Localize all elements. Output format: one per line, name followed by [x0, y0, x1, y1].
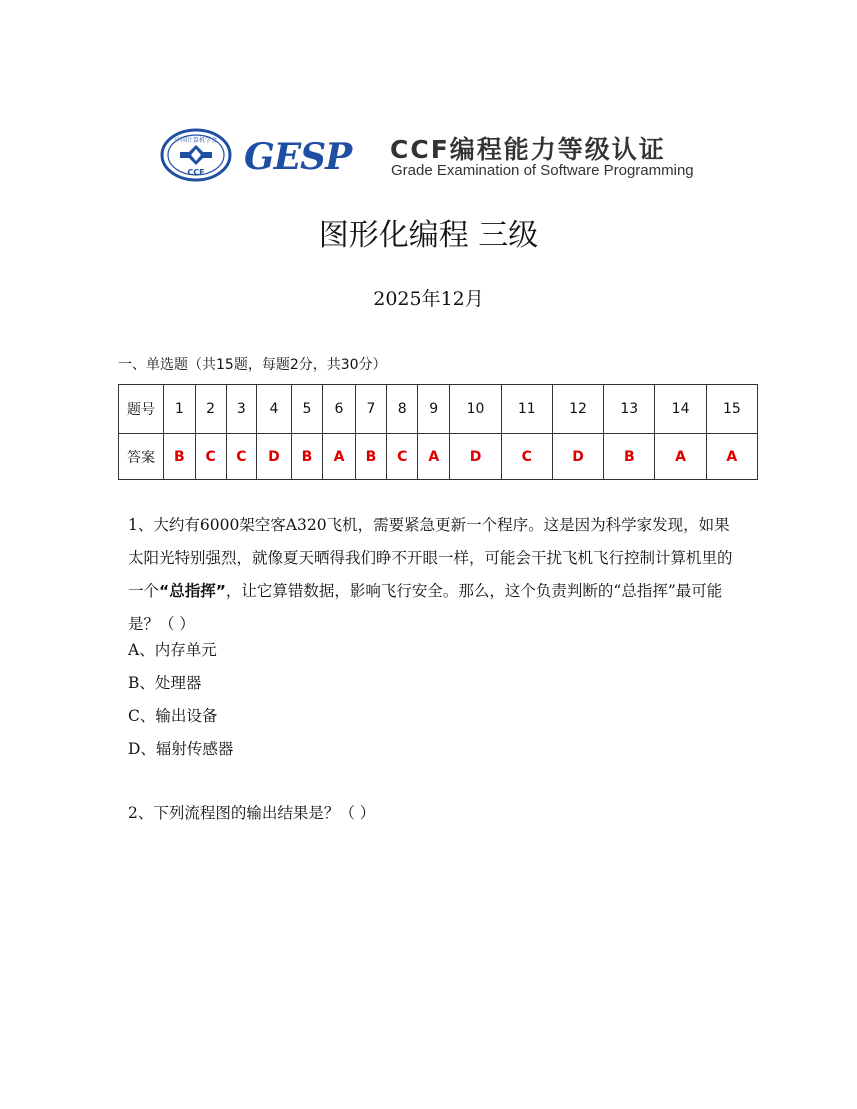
- answer-cell: C: [195, 434, 226, 480]
- answer-cell: B: [355, 434, 387, 480]
- question-number: 1: [164, 385, 196, 434]
- question-1-text-after: ，让它算错数据，影响飞行安全。那么，这个负责判断的“总指挥”最可能是？（ ）: [128, 582, 723, 633]
- question-1-stem: [128, 509, 738, 641]
- ccf-seal-logo: [160, 128, 232, 182]
- answer-cell: A: [418, 434, 450, 480]
- question-number: 6: [323, 385, 355, 434]
- answer-cell: B: [291, 434, 323, 480]
- question-number: 9: [418, 385, 450, 434]
- section-heading: 一、单选题（共15题，每题2分，共30分）: [118, 357, 387, 373]
- question-number: 14: [655, 385, 706, 434]
- question-number: 12: [552, 385, 603, 434]
- answer-cell: B: [604, 434, 655, 480]
- question-1-option-d: D、辐射传感器: [128, 740, 234, 758]
- answer-table: [118, 384, 758, 480]
- question-number: 3: [226, 385, 257, 434]
- certification-title: CCF编程能力等级认证: [390, 135, 666, 164]
- question-number-row: [119, 385, 758, 434]
- document-title: 图形化编程 三级: [318, 218, 539, 253]
- document-date: 2025年12月: [373, 288, 484, 310]
- question-2-stem: 2、下列流程图的输出结果是？（ ）: [128, 804, 376, 822]
- question-1-emphasis: “总指挥”: [159, 582, 226, 600]
- answer-cell: C: [226, 434, 257, 480]
- question-number: 4: [257, 385, 291, 434]
- question-1-option-a: A、内存单元: [128, 641, 217, 659]
- answer-cell: A: [323, 434, 355, 480]
- answer-cell: A: [706, 434, 757, 480]
- header-logos: [160, 128, 700, 184]
- answer-cell: B: [164, 434, 196, 480]
- question-number: 10: [450, 385, 501, 434]
- question-number: 7: [355, 385, 387, 434]
- question-number: 15: [706, 385, 757, 434]
- question-1-option-b: B、处理器: [128, 674, 202, 692]
- answer-row: [119, 434, 758, 480]
- certification-subtitle: Grade Examination of Software Programming: [391, 162, 694, 179]
- answer-cell: A: [655, 434, 706, 480]
- question-number: 11: [501, 385, 552, 434]
- row-label-answer: 答案: [119, 434, 164, 480]
- answer-cell: C: [387, 434, 418, 480]
- answer-cell: C: [501, 434, 552, 480]
- question-number: 13: [604, 385, 655, 434]
- question-1-text-before: 1、大约有6000架空客A320飞机，需要紧急更新一个程序。这是因为科学家发现，如果太阳光特别强烈，就像夏天晒得我们睁不开眼一样，可能会干扰飞机飞行控制计算机里的一个: [128, 516, 733, 600]
- answer-cell: D: [552, 434, 603, 480]
- question-number: 2: [195, 385, 226, 434]
- svg-text:CCF: CCF: [187, 168, 205, 177]
- answer-cell: D: [450, 434, 501, 480]
- question-number: 5: [291, 385, 323, 434]
- answer-cell: D: [257, 434, 291, 480]
- question-number: 8: [387, 385, 418, 434]
- question-1-option-c: C、输出设备: [128, 707, 218, 725]
- svg-text:中国计算机学会: 中国计算机学会: [174, 137, 218, 144]
- gesp-logo: [242, 136, 370, 176]
- svg-text:GESP: GESP: [244, 136, 352, 176]
- row-label-number: 题号: [119, 385, 164, 434]
